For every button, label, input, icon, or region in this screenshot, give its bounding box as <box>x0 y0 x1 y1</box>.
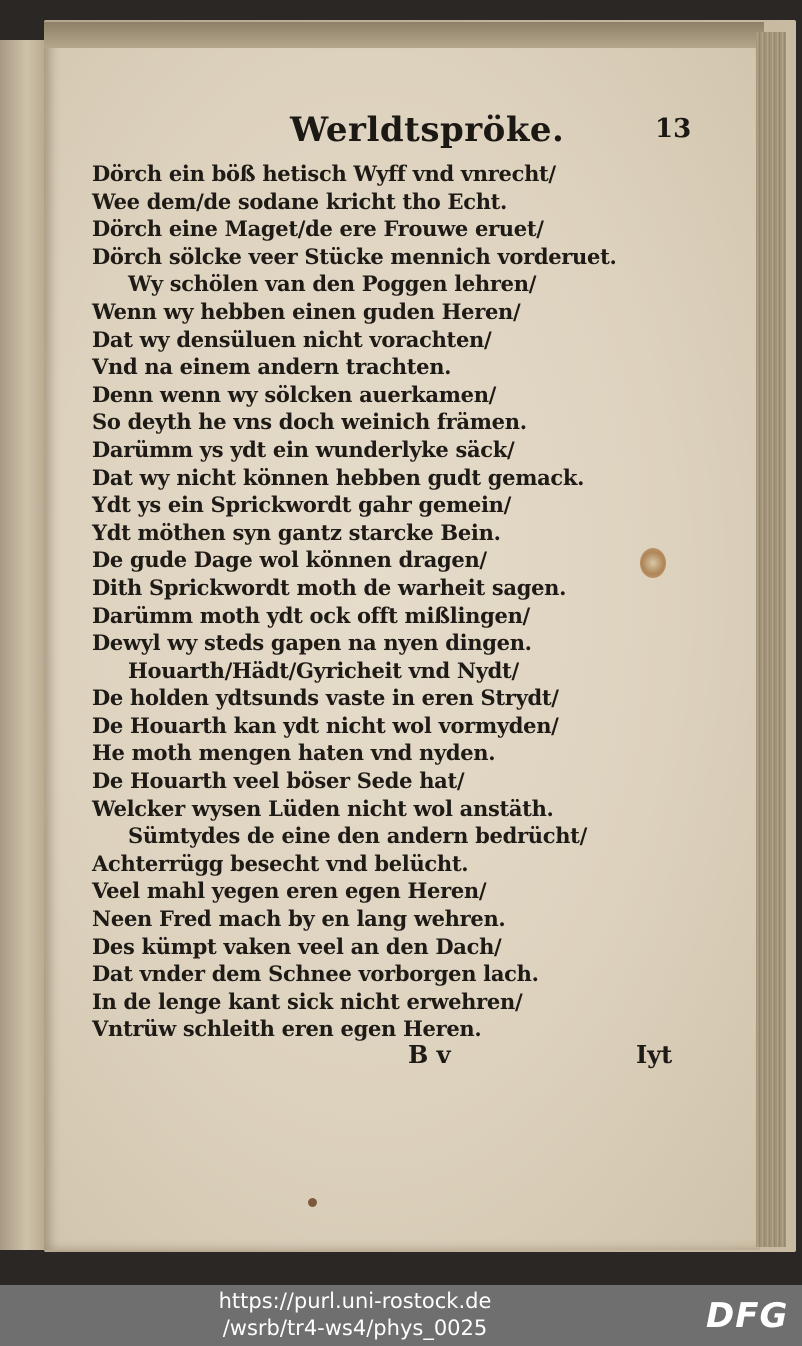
verse-line: Neen Fred mach by en lang wehren. <box>92 906 506 932</box>
signature-mark: B v <box>408 1040 451 1069</box>
page-top-fold <box>44 22 764 48</box>
verse-line: Wenn wy hebben einen guden Heren/ <box>92 298 521 324</box>
verse-line: Welcker wysen Lüden nicht wol anstäth. <box>92 795 554 821</box>
verse-text-block <box>92 160 652 1043</box>
verse-line: Houarth/Hädt/Gyricheit vnd Nydt/ <box>128 657 519 683</box>
verse-line: Ydt ys ein Sprickwordt gahr gemein/ <box>92 492 511 518</box>
verse-line: Dörch ein böß hetisch Wyff vnd vnrecht/ <box>92 161 556 186</box>
footer-bar <box>0 1285 802 1346</box>
verse-line: Denn wenn wy sölcken auerkamen/ <box>92 381 497 407</box>
verse-line: Ydt möthen syn gantz starcke Bein. <box>92 519 501 545</box>
dfg-logo: DFG <box>706 1296 789 1336</box>
running-head: Werldtspröke. <box>290 110 565 150</box>
verse-line: Vnd na einem andern trachten. <box>92 354 452 380</box>
verse-line: Dat wy nicht können hebben gudt gemack. <box>92 464 585 490</box>
verse-line: Dörch sölcke veer Stücke mennich vorderuet. <box>92 243 617 269</box>
verse-line: Wee dem/de sodane kricht tho Echt. <box>92 188 508 214</box>
verse-line: Des kümpt vaken veel an den Dach/ <box>92 933 502 959</box>
verse-line: Veel mahl yegen eren egen Heren/ <box>92 878 487 904</box>
paper-spot <box>308 1198 317 1207</box>
verse-line: So deyth he vns doch weinich främen. <box>92 409 527 435</box>
page-number: 13 <box>655 114 692 144</box>
verse-line: Darümm ys ydt ein wunderlyke säck/ <box>92 436 515 462</box>
verse-line: Dewyl wy steds gapen na nyen dingen. <box>92 630 532 656</box>
verse-line: He moth mengen haten vnd nyden. <box>92 740 496 766</box>
verse-line: Sümtydes de eine den andern bedrücht/ <box>128 823 587 849</box>
verse-line: De holden ydtsunds vaste in eren Strydt/ <box>92 685 559 711</box>
page-stack-edge <box>756 32 786 1247</box>
verse-line: De gude Dage wol können dragen/ <box>92 547 487 573</box>
verse-line: De Houarth veel böser Sede hat/ <box>92 768 465 794</box>
verse-line: De Houarth kan ydt nicht wol vormyden/ <box>92 712 559 738</box>
verse-line: Achterrügg besecht vnd belücht. <box>92 850 469 876</box>
left-page-edge <box>0 40 44 1250</box>
verse-line: Dörch eine Maget/de ere Frouwe eruet/ <box>92 216 544 242</box>
verse-line: Vntrüw schleith eren egen Heren. <box>92 1016 482 1042</box>
permalink-line-1[interactable]: https://purl.uni-rostock.de <box>218 1289 492 1313</box>
permalink-line-2[interactable]: /wsrb/tr4-ws4/phys_0025 <box>222 1316 488 1340</box>
verse-line: Dat wy densüluen nicht vorachten/ <box>92 326 492 352</box>
verse-line: Dat vnder dem Schnee vorborgen lach. <box>92 961 539 987</box>
verse-line: Dith Sprickwordt moth de warheit sagen. <box>92 574 567 600</box>
verse-line: In de lenge kant sick nicht erwehren/ <box>92 988 523 1014</box>
verse-line: Darümm moth ydt ock offt mißlingen/ <box>92 602 530 628</box>
catchword: Iyt <box>636 1040 673 1069</box>
verse-line: Wy schölen van den Poggen lehren/ <box>128 271 537 297</box>
